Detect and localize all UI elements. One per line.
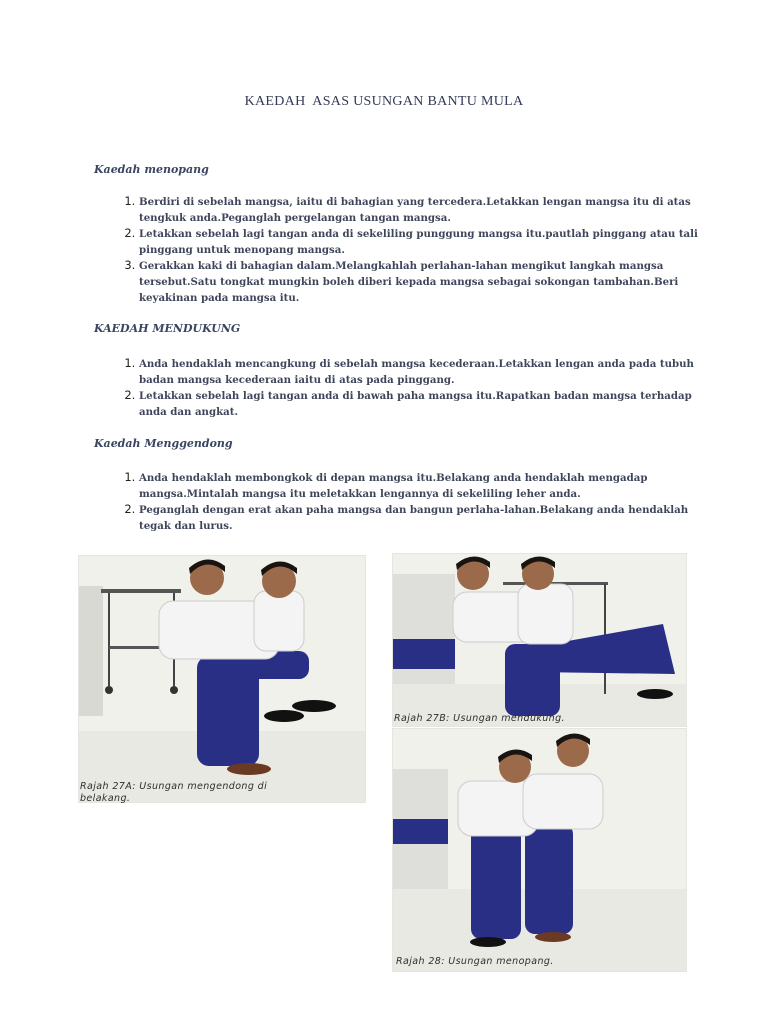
figure-28-illustration xyxy=(393,729,686,971)
list-item: 1. Anda hendaklah membongkok di depan mangsa itu.Belakang anda hendaklah mengadap mangsa.Mintalah mangsa itu meletakkan lengannya di sekeliling leher anda. xyxy=(139,470,701,502)
list-item: 3. Gerakkan kaki di bahagian dalam.Melangkahlah perlahan-lahan mengikut langkah mangsa tersebut.Satu tongkat mungkin boleh diberi kepada mangsa sebagai sokongan tambahan.Beri keyakinan pada mangsa itu. xyxy=(139,258,701,306)
page-title: KAEDAH ASAS USUNGAN BANTU MULA xyxy=(244,94,524,109)
list-item: 2. Peganglah dengan erat akan paha mangsa dan bangun perlaha-lahan.Belakang anda hendaklah tegak dan lurus. xyxy=(139,502,701,534)
figure-28-caption: Rajah 28: Usungan menopang. xyxy=(396,956,554,967)
list-item: 2. Letakkan sebelah lagi tangan anda di bawah paha mangsa itu.Rapatkan badan mangsa terhadap anda dan angkat. xyxy=(139,388,701,420)
figure-28-photo xyxy=(392,728,687,972)
figure-27a-illustration xyxy=(79,556,365,802)
figure-27a-caption-line2: belakang. xyxy=(80,793,131,804)
figure-27a-caption-line1: Rajah 27A: Usungan mengendong di xyxy=(80,781,268,792)
list-item: 1. Anda hendaklah mencangkung di sebelah mangsa kecederaan.Letakkan lengan anda pada tubuh badan mangsa kecederaan iaitu di atas pada pinggang. xyxy=(139,356,701,388)
list-item: 2. Letakkan sebelah lagi tangan anda di sekeliling punggung mangsa itu.pautlah pinggang atau tali pinggang untuk menopang mangsa. xyxy=(139,226,701,258)
steps-list-mendukung xyxy=(112,356,701,420)
figure-27a-photo xyxy=(78,555,366,803)
figure-27b-photo xyxy=(392,553,687,727)
section-heading-mendukung: KAEDAH MENDUKUNG xyxy=(94,322,241,335)
section-heading-menggendong: Kaedah Menggendong xyxy=(94,437,233,450)
steps-list-menopang xyxy=(112,194,701,306)
figure-27b-caption: Rajah 27B: Usungan mendukung. xyxy=(394,713,565,724)
section-heading-menopang: Kaedah menopang xyxy=(94,163,209,176)
steps-list-menggendong xyxy=(112,470,701,534)
figure-27b-illustration xyxy=(393,554,686,726)
list-item: 1. Berdiri di sebelah mangsa, iaitu di bahagian yang tercedera.Letakkan lengan mangsa itu di atas tengkuk anda.Peganglah pergelangan tangan mangsa. xyxy=(139,194,701,226)
